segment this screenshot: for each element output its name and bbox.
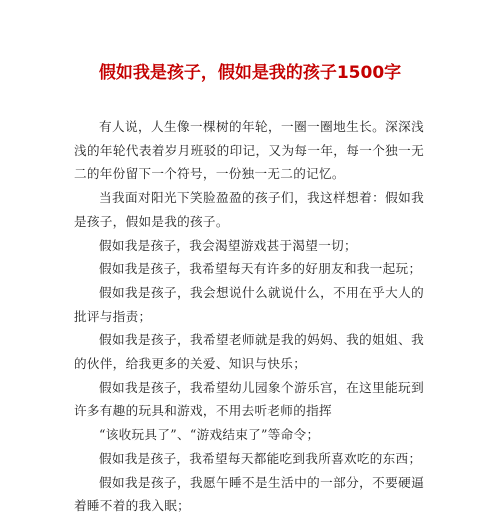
paragraph: 假如我是孩子，我会渴望游戏甚于渴望一切； <box>99 237 357 253</box>
paragraph: 假如我是孩子，我希望幼儿园象个游乐宫，在这里能玩到许多有趣的玩具和游戏，不用去听老师的指挥 <box>74 379 424 419</box>
paragraph: 当我面对阳光下笑脸盈盈的孩子们，我这样想着：假如我是孩子，假如是我的孩子。 <box>74 190 424 229</box>
paragraph: 有人说，人生像一棵树的年轮，一圈一圈地生长。深深浅浅的年轮代表着岁月班驳的印记，又为每一年，每一个独一无二的年份留下一个符号，一份独一无二的记忆。 <box>74 119 424 182</box>
document-body <box>74 115 424 518</box>
paragraph: 假如我是孩子，我会想说什么就说什么，不用在乎大人的批评与指责； <box>74 284 424 324</box>
paragraph: 假如我是孩子，我希望每天都能吃到我所喜欢吃的东西； <box>99 450 422 466</box>
paragraph: 假如我是孩子，我愿午睡不是生活中的一部分，不要硬逼着睡不着的我入眠； <box>74 474 424 514</box>
paragraph: 假如我是孩子，我希望每天有许多的好朋友和我一起玩； <box>99 261 422 277</box>
document-title: 假如我是孩子，假如是我的孩子1500字 <box>98 63 402 83</box>
paragraph: “该收玩具了”、“游戏结束了”等命令； <box>99 427 320 443</box>
paragraph: 假如我是孩子，我希望老师就是我的妈妈、我的姐姐、我的伙伴，给我更多的关爱、知识与快乐； <box>74 332 424 372</box>
